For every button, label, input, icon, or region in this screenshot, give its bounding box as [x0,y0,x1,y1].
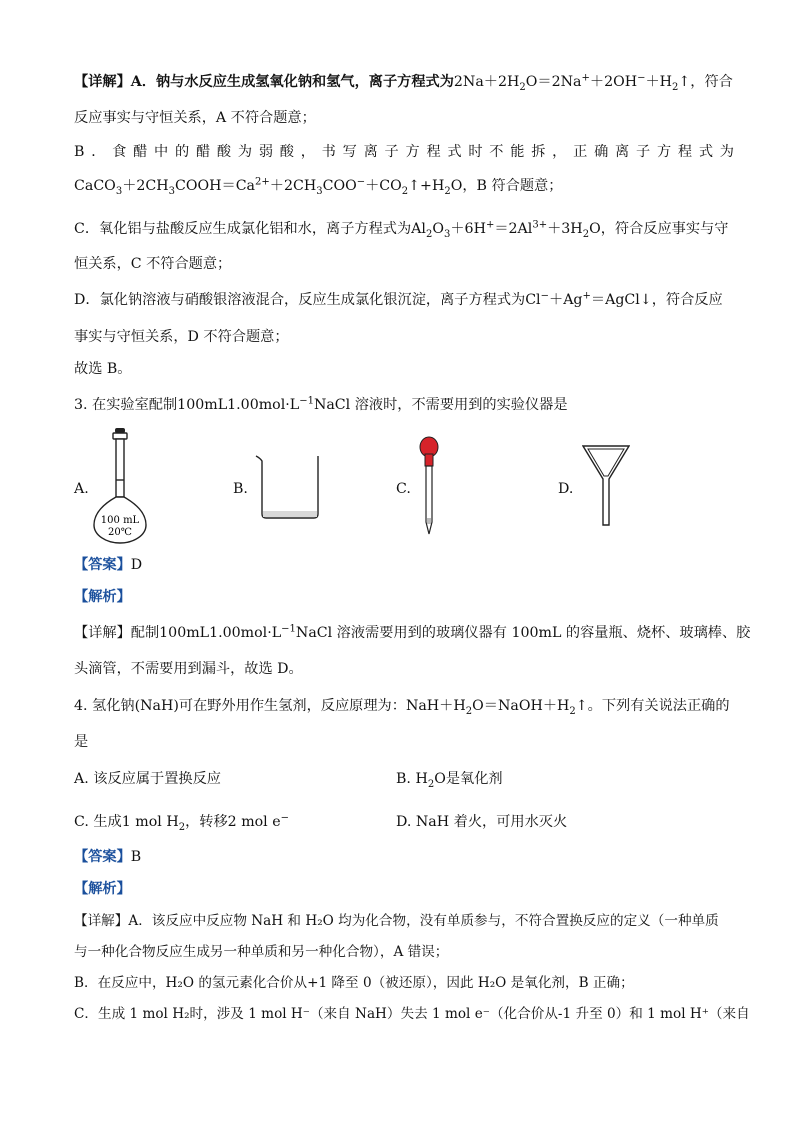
eq-part: 100mL1.00mol·L [177,397,300,413]
q4-answer [74,847,734,867]
eq-part: Al [411,221,426,237]
q2-detail-line-9: 故选 B。 [74,361,132,377]
q2-detail-line-4 [74,176,734,196]
sup: + [485,219,495,231]
sup: 3+ [532,219,548,231]
answer-value: D [130,557,143,573]
text-part: ，转移 [185,814,228,830]
eq-part: ＋H [645,74,673,90]
sup: −1 [281,623,296,635]
q3-option-c-label: C. [396,481,411,497]
eq-part: ＝AgCl↓，符合反应 [590,292,723,308]
q2-detail-line-5 [74,219,734,239]
text-part: ↑。下列有关说法正确的 [575,698,730,714]
sub: 2 [582,228,590,240]
text-part: C．氧化铝与盐酸反应生成氯化铝和水，离子方程式为 [74,221,412,237]
eq-part: NaH＋H [405,698,466,714]
eq-part: B. H [396,771,428,787]
q3-stem [74,395,734,415]
sub: 2 [425,228,433,240]
sup: − [637,72,646,84]
q4-analysis-label: 【解析】 [74,881,131,897]
q3-detail-line-2: 头滴管，不需要用到漏斗，故选 D。 [74,661,303,677]
text-part: NaCl 溶液需要用到的玻璃仪器有 100mL 的容量瓶、烧杯、玻璃棒、胶 [295,625,751,641]
sub: 3 [443,228,451,240]
eq-part: O [432,221,444,237]
text-part: 【详解】配制 [74,625,160,641]
q4-detail-line-4: C．生成 1 mol H₂时，涉及 1 mol H⁻（来自 NaH）失去 1 mol e⁻（化合价从-1 升至 0）和 1 mol H⁺（来自 [74,1006,750,1022]
eq-part: ＋CO [365,178,402,194]
sup: + [582,290,591,302]
eq-part: 1 mol H [121,814,179,830]
eq-part: ＋2OH [589,74,638,90]
q4-detail-line-2: 与一种化合物反应生成另一种单质和另一种化合物），A 错误； [74,944,449,960]
volumetric-flask-icon [92,428,148,544]
text-part: NaCl 溶液时，不需要用到的实验仪器是 [313,397,568,413]
sub: 3 [316,185,323,197]
text-part: 3. 在实验室配制 [74,397,178,413]
q4-option-a: A. 该反应属于置换反应 [74,771,221,787]
q4-detail-line-1: 【详解】A．该反应中反应物 NaH 和 H₂O 均为化合物，没有单质参与，不符合置换反应的定义（一种单质 [74,913,719,929]
sub: 2 [672,81,679,93]
q3-option-d-label: D. [558,481,574,497]
text-part: O是氧化剂 [434,771,503,787]
answer-label: 【答案】 [74,557,131,573]
flask-volume-text: 100 mL [100,515,140,526]
q2-detail-line-6: 恒关系，C 不符合题意； [74,256,232,272]
sup: − [540,290,549,302]
eq-part: 2 mol e [227,814,281,830]
eq-part: ＋Ag [549,292,583,308]
answer-value: B [130,849,142,865]
text-part: 4. 氢化钠(NaH)可在野外用作生氢剂，反应原理为： [74,698,406,714]
funnel-icon [582,445,630,527]
eq-part: O，符合反应事实与守 [589,221,729,237]
sub: 2 [427,778,435,790]
answer-label: 【答案】 [74,849,131,865]
eq-part: COO [322,178,357,194]
text-part: C. 生成 [74,814,122,830]
dropper-icon [418,436,440,536]
q2-detail-a-text: 【详解】A．钠与水反应生成氢氧化钠和氢气，离子方程式为 [74,74,454,90]
eq-part: ＋6H [450,221,486,237]
eq-part: COOH＝Ca [175,178,256,194]
sup: −1 [299,395,314,407]
sub: 2 [444,185,451,197]
beaker-icon [254,454,322,520]
q2-detail-line-1 [74,72,734,92]
sub: 2 [569,705,576,717]
eq-part: ↑+H [408,178,445,194]
sub: 2 [178,821,186,833]
q3-option-a-label: A. [74,481,89,497]
q4-option-d: D. NaH 着火，可用水灭火 [396,814,568,830]
q3-option-b-label: B. [233,481,248,497]
sub: 2 [519,81,526,93]
eq-part: ＝2Al [494,221,533,237]
eq-part: CaCO [74,178,116,194]
eq-part: ＋2CH [122,178,169,194]
sub: 3 [115,185,123,197]
text-part: D．氯化钠溶液与硝酸银溶液混合，反应生成氯化银沉淀，离子方程式为 [74,292,526,308]
q4-option-c [74,812,289,832]
q3-answer [74,555,734,575]
q2-detail-line-7 [74,290,734,310]
q4-detail-line-3: B．在反应中，H₂O 的氢元素化合价从+1 降至 0（被还原），因此 H₂O 是氧化剂，B 正确； [74,975,634,991]
q4-stem [74,696,734,716]
q2-detail-line-3: B．食醋中的醋酸为弱酸，书写离子方程式时不能拆，正确离子方程式为 [74,144,734,160]
flask-temp-text: 20℃ [108,527,132,538]
eq-part: ↑，符合 [678,74,733,90]
eq-part: 2Na＋2H [453,74,520,90]
sup: + [581,72,590,84]
eq-part: ＋3H [547,221,583,237]
q4-stem-line-2: 是 [74,734,89,750]
sub: 3 [168,185,176,197]
sup: 2+ [255,176,270,188]
q4-option-b [396,769,503,789]
q3-detail-line-1 [74,623,751,643]
q2-detail-line-8: 事实与守恒关系，D 不符合题意； [74,329,289,345]
eq-part: O＝2Na [525,74,582,90]
eq-part: ＋2CH [269,178,317,194]
sup: − [280,812,290,824]
q3-analysis-label: 【解析】 [74,589,131,605]
eq-part: O，B 符合题意； [450,178,563,194]
eq-part: 100mL1.00mol·L [159,625,282,641]
eq-part: O＝NaOH＋H [472,698,570,714]
sub: 2 [465,705,473,717]
eq-part: Cl [525,292,541,308]
q2-detail-line-2: 反应事实与守恒关系，A 不符合题意； [74,110,316,126]
sup: − [356,176,366,188]
sub: 2 [401,185,409,197]
